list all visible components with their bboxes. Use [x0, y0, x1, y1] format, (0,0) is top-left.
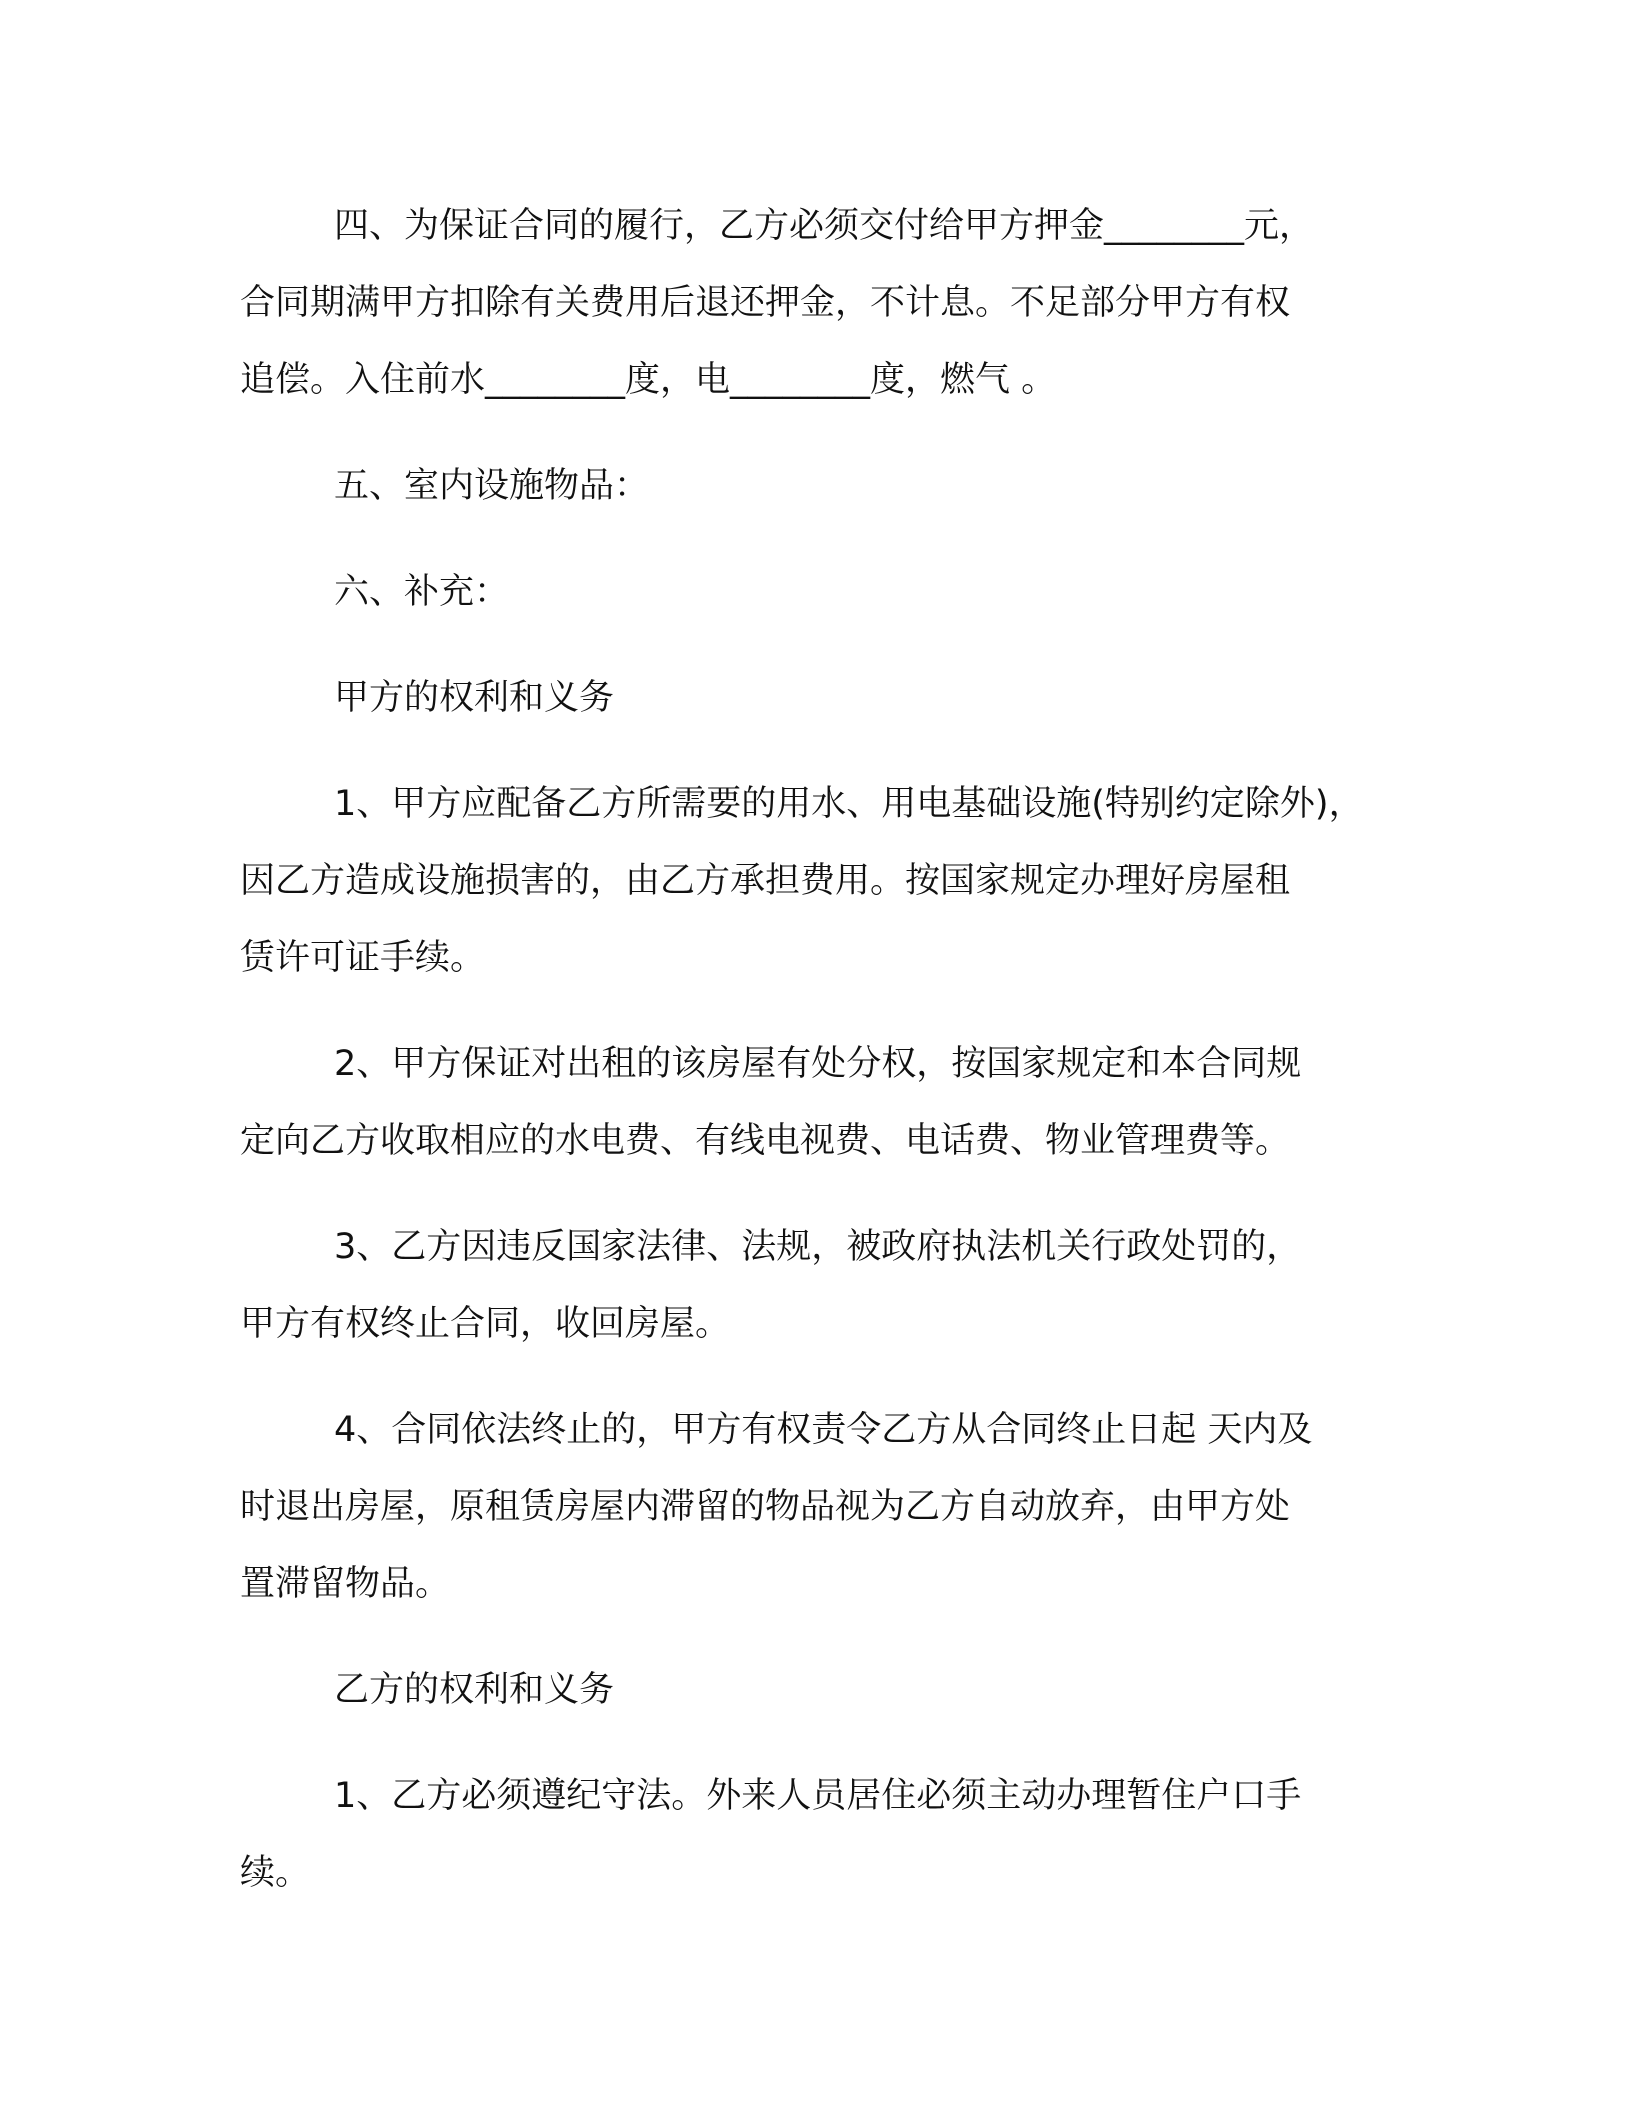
- text-line: 追偿。入住前水________度，电________度，燃气 。: [240, 360, 1057, 400]
- text-line: 3、乙方因违反国家法律、法规，被政府执法机关行政处罚的，: [334, 1227, 1302, 1267]
- section-heading-party-b: [240, 1652, 1420, 1729]
- text-line: 合同期满甲方扣除有关费用后退还押金，不计息。不足部分甲方有权: [240, 283, 1291, 323]
- party-a-item-4: [240, 1392, 1420, 1623]
- text-line: 1、乙方必须遵纪守法。外来人员居住必须主动办理暂住户口手: [334, 1776, 1302, 1816]
- text-line: 4、合同依法终止的，甲方有权责令乙方从合同终止日起 天内及: [334, 1410, 1313, 1450]
- text-line: 因乙方造成设施损害的，由乙方承担费用。按国家规定办理好房屋租: [240, 861, 1291, 901]
- party-a-item-3: [240, 1209, 1420, 1363]
- clause-four-deposit: [240, 188, 1420, 419]
- text-line: 四、为保证合同的履行，乙方必须交付给甲方押金________元，: [334, 206, 1315, 246]
- text-line: 2、甲方保证对出租的该房屋有处分权，按国家规定和本合同规: [334, 1044, 1302, 1084]
- text-line: 置滞留物品。: [240, 1564, 451, 1604]
- party-a-item-2: [240, 1026, 1420, 1180]
- text-line: 定向乙方收取相应的水电费、有线电视费、电话费、物业管理费等。: [240, 1121, 1291, 1161]
- document-body: [240, 188, 1420, 1941]
- section-heading: 甲方的权利和义务: [334, 678, 615, 718]
- party-a-item-1: [240, 766, 1420, 997]
- clause-six-supplement: [240, 554, 1420, 631]
- clause-five-facilities: [240, 448, 1420, 525]
- text-line: 续。: [240, 1853, 311, 1893]
- text-line: 1、甲方应配备乙方所需要的用水、用电基础设施(特别约定除外)，: [334, 784, 1364, 824]
- text-line: 赁许可证手续。: [240, 938, 486, 978]
- section-heading: 乙方的权利和义务: [334, 1670, 615, 1710]
- text-line: 五、室内设施物品：: [334, 466, 650, 506]
- section-heading-party-a: [240, 660, 1420, 737]
- text-line: 甲方有权终止合同，收回房屋。: [240, 1304, 731, 1344]
- text-line: 时退出房屋，原租赁房屋内滞留的物品视为乙方自动放弃，由甲方处: [240, 1487, 1291, 1527]
- text-line: 六、补充：: [334, 572, 510, 612]
- party-b-item-1: [240, 1758, 1420, 1912]
